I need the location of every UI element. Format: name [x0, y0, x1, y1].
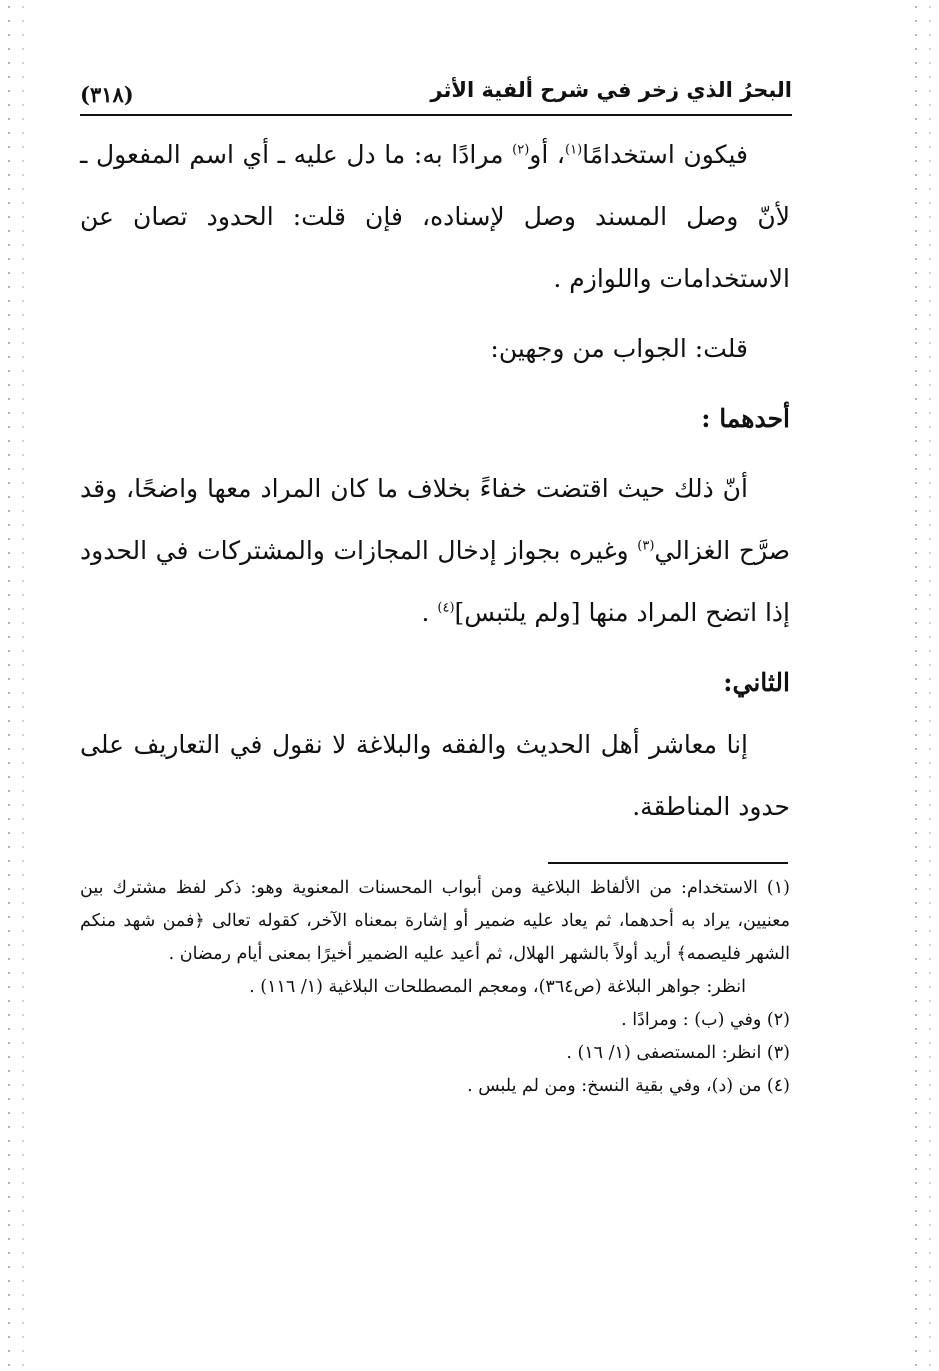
- scan-margin-left-inner: [22, 0, 24, 1371]
- heading-second: الثاني:: [723, 668, 790, 697]
- page-number: (٣١٨): [80, 82, 134, 107]
- footnote-2: (٢) وفي (ب) : ومرادًا .: [621, 1010, 790, 1030]
- footnote-3: (٣) انظر: المستصفى (١/ ١٦) .: [566, 1043, 790, 1063]
- footnote-1-reference: انظر: جواهر البلاغة (ص٣٦٤)، ومعجم المصطلحات البلاغية (١/ ١١٦) .: [249, 977, 746, 997]
- heading-first: أحدهما :: [701, 404, 790, 433]
- footnote-ref-3[interactable]: (٣): [637, 538, 655, 554]
- footnote-separator: [548, 862, 788, 864]
- scan-margin-right: [915, 0, 917, 1371]
- paragraph-2: قلت: الجواب من وجهين:: [490, 334, 748, 363]
- scan-margin-right-outer: [929, 0, 931, 1371]
- header-rule: [80, 114, 792, 116]
- footnotes: [80, 872, 790, 1103]
- footnote-ref-2[interactable]: (٢): [512, 142, 530, 158]
- paragraph-4: إنا معاشر أهل الحديث والفقه والبلاغة لا نقول في التعاريف على حدود المناطقة.: [80, 730, 790, 821]
- running-header: [80, 74, 792, 116]
- paragraph-1: فيكون استخدامًا$^{(١)}$، أو$^{(٢)}$ مرادًا به: ما دل عليه ـ أي اسم المفعول ـ لأنّ وصل المسند وصل لإسناده، فإن قلت: الحدود تصان عن الاستخدامات واللوازم .: [80, 140, 790, 293]
- paragraph-3: أنّ ذلك حيث اقتضت خفاءً بخلاف ما كان المراد معها واضحًا، وقد صرَّح الغزالي$^{(٣)}$ وغيره بجواز إدخال المجازات والمشتركات في الحدود إذا اتضح المراد منها [ولم يلتبس]$^{(٤)}$ .: [80, 474, 790, 627]
- book-title: البحرُ الذي زخر في شرح ألفية الأثر: [430, 78, 792, 102]
- scan-margin-left: [8, 0, 10, 1371]
- footnote-4: (٤) من (د)، وفي بقية النسخ: ومن لم يلبس .: [467, 1076, 790, 1096]
- main-text: [80, 124, 790, 838]
- footnote-ref-1[interactable]: (١): [565, 142, 583, 158]
- footnote-1: (١) الاستخدام: من الألفاظ البلاغية ومن أبواب المحسنات المعنوية وهو: ذكر لفظ مشترك بين معنيين، يراد به أحدهما، ثم يعاد عليه ضمير أو إشارة بمعناه الآخر، كقوله تعالى ﴿فمن شهد منكم الشهر فليصمه﴾ أريد أولاً بالشهر الهلال، ثم أعيد عليه الضمير أخيرًا بمعنى أيام رمضان .: [80, 878, 790, 964]
- footnote-ref-4[interactable]: (٤): [437, 600, 455, 616]
